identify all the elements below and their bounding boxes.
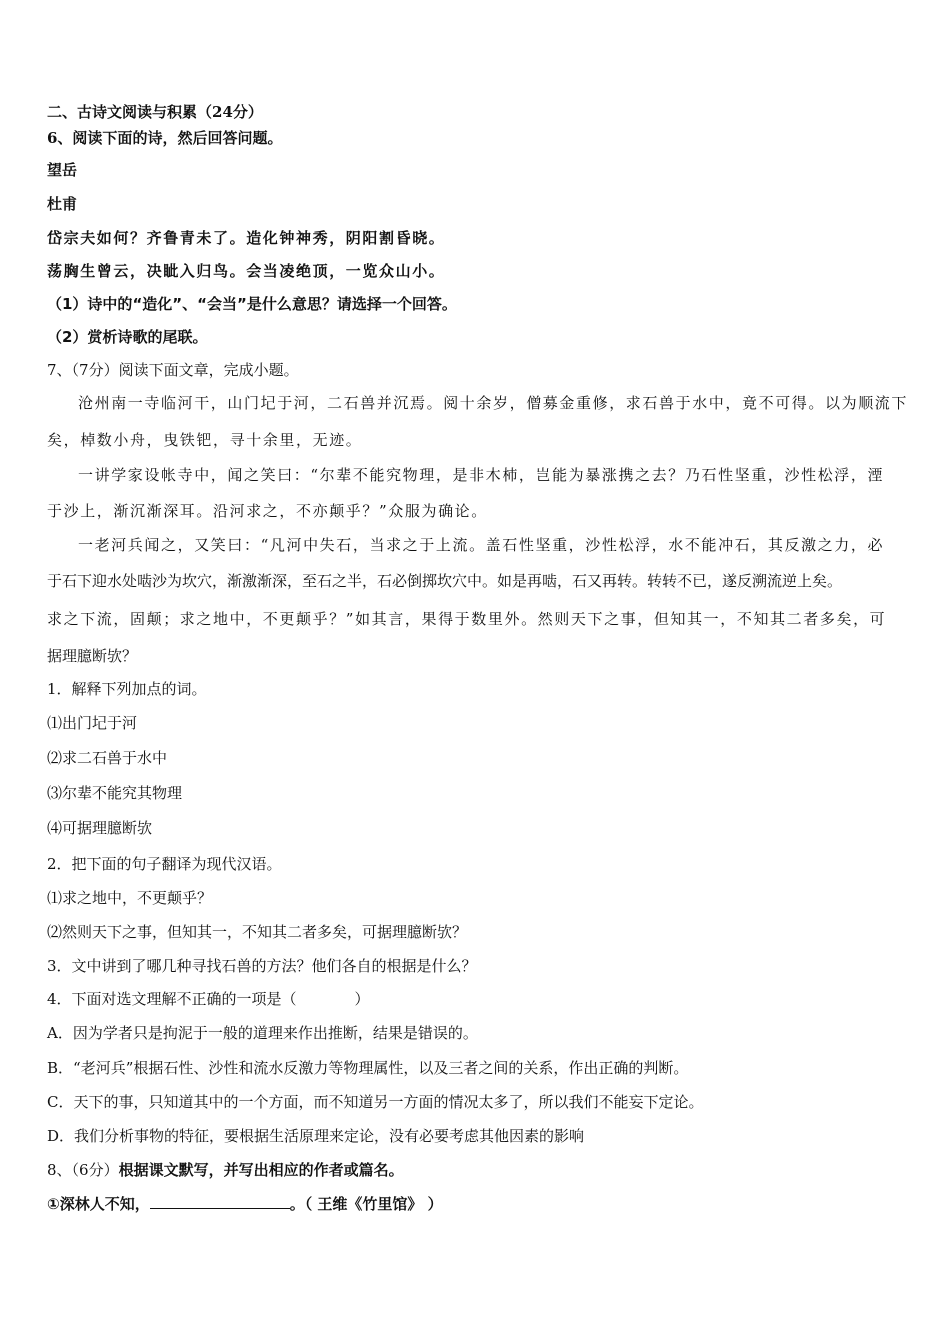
q7-prompt: 7、（7分）阅读下面文章，完成小题。 bbox=[47, 361, 299, 379]
passage-para3-line2: 于石下迎水处啮沙为坎穴，渐激渐深，至石之半，石必倒掷坎穴中。如是再啮，石又再转。转转不已，遂反溯流逆上矣。 bbox=[47, 572, 843, 590]
q7-sub-2-item-1: ⑴求之地中，不更颠乎？ bbox=[47, 889, 213, 907]
q6-sub-question-1: （1）诗中的“造化”、“会当”是什么意思？请选择一个回答。 bbox=[47, 295, 457, 313]
passage-para3-line3: 求之下流，固颠；求之地中，不更颠乎？”如其言，果得于数里外。然则天下之事，但知其一，不知其二者多矣，可 bbox=[47, 610, 887, 628]
section-title: 二、古诗文阅读与积累（24分） bbox=[47, 103, 263, 121]
poem-line-1: 岱宗夫如何？齐鲁青未了。造化钟神秀，阴阳割昏晓。 bbox=[47, 229, 446, 247]
q8-instruction: 根据课文默写，并写出相应的作者或篇名。 bbox=[118, 1161, 404, 1179]
passage-para1-line2: 矣，棹数小舟，曳铁钯，寻十余里，无迹。 bbox=[47, 431, 363, 449]
passage-para1-line1: 沧州南一寺临河干，山门圮于河，二石兽并沉焉。阅十余岁，僧募金重修，求石兽于水中，竟不可得。以为顺流下 bbox=[78, 394, 909, 412]
passage-para2-line1: 一讲学家设帐寺中，闻之笑曰：“尔辈不能究物理，是非木杮，岂能为暴涨携之去？乃石性坚重，沙性松浮，湮 bbox=[78, 466, 885, 484]
q6-sub-question-2: （2）赏析诗歌的尾联。 bbox=[47, 328, 208, 346]
q7-sub-2-item-2: ⑵然则天下之事，但知其一，不知其二者多矣，可据理臆断欤？ bbox=[47, 923, 468, 941]
q7-sub-4-close: ） bbox=[354, 990, 370, 1008]
passage-para3-line1: 一老河兵闻之，又笑曰：“凡河中失石，当求之于上流。盖石性坚重，沙性松浮，水不能冲石，其反激之力，必 bbox=[78, 536, 885, 554]
q8-number: 8、（6分） bbox=[47, 1161, 119, 1179]
q7-sub-1: 1．解释下列加点的词。 bbox=[47, 680, 207, 698]
passage-para3-line4: 据理臆断欤？ bbox=[47, 647, 138, 665]
q6-prompt: 6、阅读下面的诗，然后回答问题。 bbox=[47, 129, 283, 147]
poem-title: 望岳 bbox=[47, 161, 78, 179]
passage-para2-line2: 于沙上，渐沉渐深耳。沿河求之，不亦颠乎？”众服为确论。 bbox=[47, 502, 488, 520]
q7-sub-1-item-1: ⑴出门圮于河 bbox=[47, 714, 138, 732]
q7-sub-1-item-2: ⑵求二石兽于水中 bbox=[47, 749, 168, 767]
option-a: A．因为学者只是拘泥于一般的道理来作出推断，结果是错误的。 bbox=[47, 1024, 478, 1042]
option-d: D．我们分析事物的特征，要根据生活原理来定论，没有必要考虑其他因素的影响 bbox=[47, 1127, 585, 1145]
option-c: C．天下的事，只知道其中的一个方面，而不知道另一方面的情况太多了，所以我们不能妄下定论。 bbox=[47, 1093, 704, 1111]
q7-sub-3: 3．文中讲到了哪几种寻找石兽的方法？他们各自的根据是什么？ bbox=[47, 957, 477, 975]
q8-item-1-source: 。（ 王维《竹里馆》 ） bbox=[289, 1195, 443, 1213]
q7-sub-4-text: 4．下面对选文理解不正确的一项是（ bbox=[47, 990, 297, 1008]
q7-sub-1-item-4: ⑷可据理臆断欤 bbox=[47, 819, 153, 837]
option-b: B．“老河兵”根据石性、沙性和流水反激力等物理属性，以及三者之间的关系，作出正确的判断。 bbox=[47, 1059, 689, 1077]
poem-author: 杜甫 bbox=[47, 195, 78, 213]
q8-item-1 bbox=[47, 1194, 443, 1214]
q8-item-1-text: ①深林人不知， bbox=[47, 1195, 150, 1213]
poem-line-2: 荡胸生曾云，决眦入归鸟。会当凌绝顶，一览众山小。 bbox=[47, 262, 446, 280]
q7-sub-1-item-3: ⑶尔辈不能究其物理 bbox=[47, 784, 183, 802]
q7-sub-4 bbox=[47, 989, 370, 1009]
q8-prompt bbox=[47, 1160, 404, 1180]
fill-in-blank[interactable] bbox=[150, 1194, 290, 1209]
q7-sub-2: 2．把下面的句子翻译为现代汉语。 bbox=[47, 855, 282, 873]
